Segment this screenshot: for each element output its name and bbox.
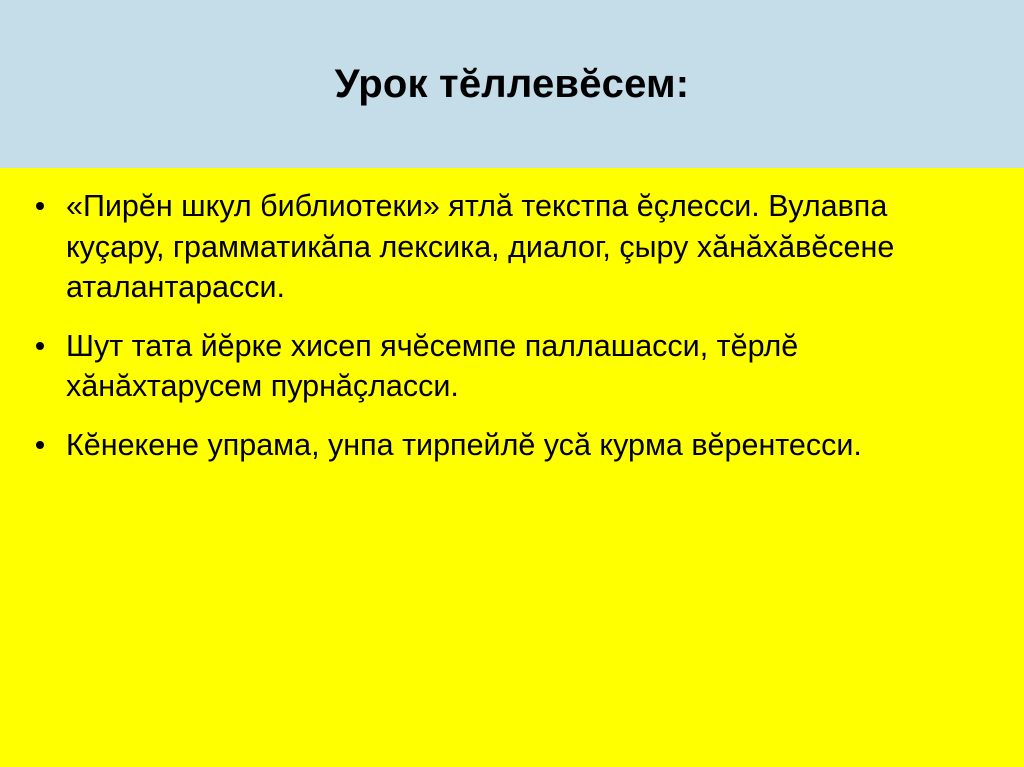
slide-body bbox=[0, 168, 1024, 767]
list-item-text: «Пирĕн шкул библиотеки» ятлă текстпа ĕçлесси. Вулавпа куçару, грамматикăпа лексика, диалог, çыру хăнăхăвĕсене аталантарасси. bbox=[66, 189, 895, 305]
list-item bbox=[18, 425, 984, 466]
title-band bbox=[0, 0, 1024, 168]
page-title: Урок тĕллевĕсем: bbox=[334, 62, 690, 106]
list-item-text: Шут тата йĕрке хисеп ячĕсемпе паллашасси, тĕрлĕ хăнăхтарусем пурнăçласси. bbox=[66, 328, 799, 404]
list-item bbox=[18, 326, 984, 407]
list-item bbox=[18, 186, 984, 308]
bullet-dot-icon bbox=[36, 202, 44, 210]
bullet-list bbox=[18, 186, 984, 465]
bullet-dot-icon bbox=[36, 342, 44, 350]
list-item-text: Кĕнекене упрама, унпа тирпейлĕ усă курма вĕрентесси. bbox=[66, 427, 862, 462]
bullet-dot-icon bbox=[36, 441, 44, 449]
